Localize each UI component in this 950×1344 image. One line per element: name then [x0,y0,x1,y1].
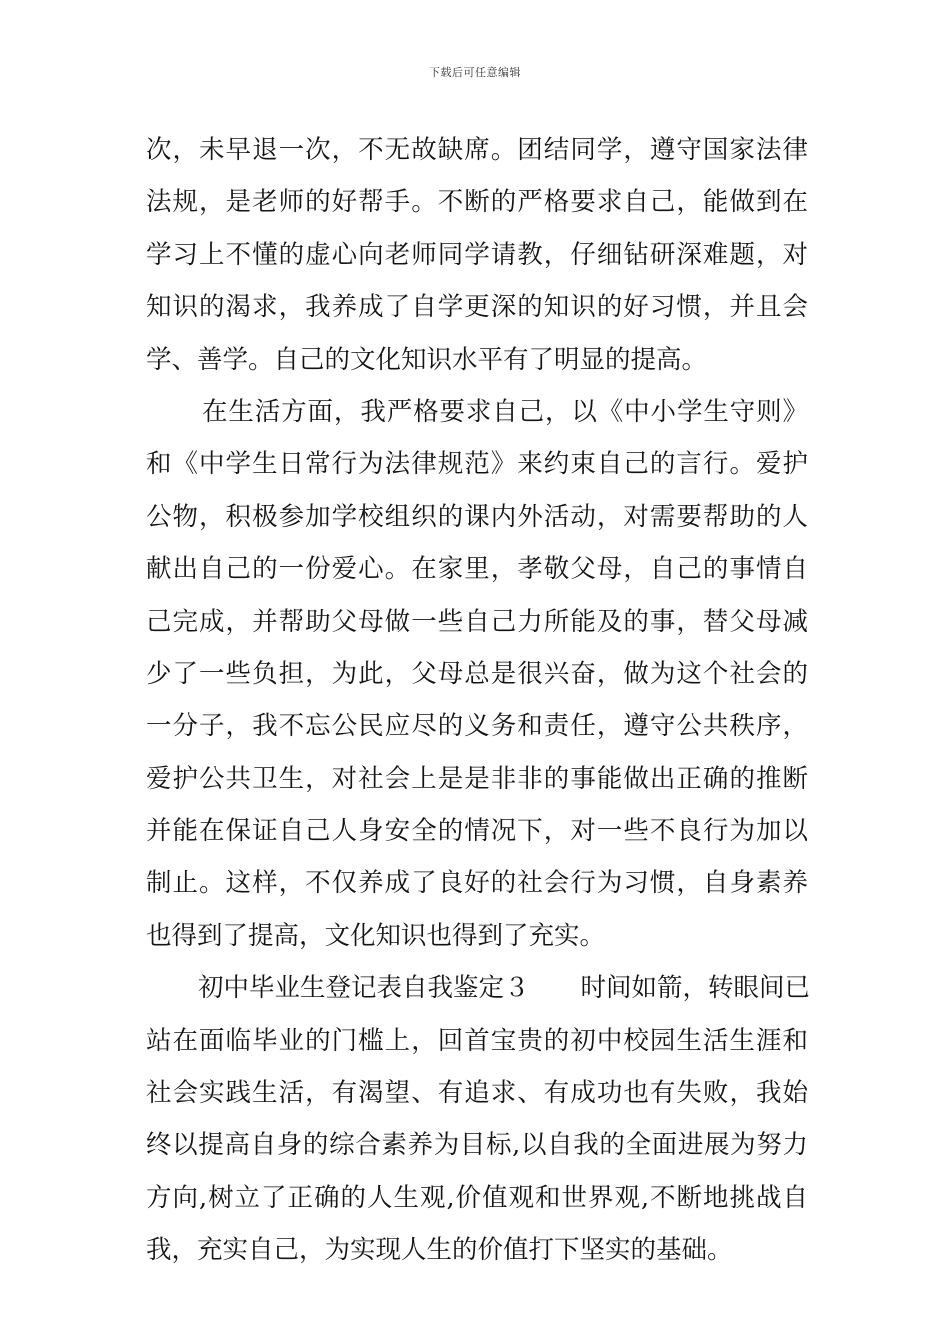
document-body [146,124,811,1277]
text-line: 献出自己的一份爱心。在家里，孝敬父母，自己的事情自 [146,554,808,585]
text-line: 学习上不懂的虚心向老师同学请教，仔细钻研深难题，对 [146,239,808,270]
text-line: 爱护公共卫生，对社会上是是非非的事能做出正确的推断 [146,763,808,794]
text-line: 学、善学。自己的文化知识水平有了明显的提高。 [146,344,708,375]
text-line: 方向,树立了正确的人生观,价值观和世界观,不断地挑战自 [146,1182,808,1213]
text-line: 站在面临毕业的门槛上，回首宝贵的初中校园生活生涯和 [146,1025,808,1056]
text-line: 终以提高自身的综合素养为目标,以自我的全面进展为努力 [146,1130,808,1161]
text-line: 一分子，我不忘公民应尽的义务和责任，遵守公共秩序， [146,711,808,742]
text-line: 法规，是老师的好帮手。不断的严格要求自己，能做到在 [146,187,808,218]
text-line: 我，充实自己，为实现人生的价值打下坚实的基础。 [146,1235,733,1266]
text-line: 己完成，并帮助父母做一些自己力所能及的事，替父母减 [146,606,808,637]
text-line: 在生活方面，我严格要求自己，以《中小学生守则》 [202,396,808,427]
paragraph-3 [146,962,811,1276]
text-line: 制止。这样，不仅养成了良好的社会行为习惯，自身素养 [146,868,808,899]
text-line: 社会实践生活，有渴望、有追求、有成功也有失败，我始 [146,1078,808,1109]
text-line: 并能在保证自己人身安全的情况下，对一些不良行为加以 [146,816,808,847]
text-line: 次，未早退一次，不无故缺席。团结同学，遵守国家法律 [146,135,808,165]
paragraph-2 [146,386,808,962]
text-line: 公物，积极参加学校组织的课内外活动，对需要帮助的人 [146,501,808,532]
text-line: 也得到了提高，文化知识也得到了充实。 [146,920,606,951]
text-line: 初中毕业生登记表自我鉴定３ 时间如箭，转眼间已 [198,973,811,1004]
text-line: 少了一些负担，为此，父母总是很兴奋，做为这个社会的 [146,658,808,689]
page-header-note: 下载后可任意编辑 [429,66,521,79]
text-line: 知识的渴求，我养成了自学更深的知识的好习惯，并且会 [146,292,808,323]
text-line: 和《中学生日常行为法律规范》来约束自己的言行。爱护 [146,449,808,480]
paragraph-1 [146,124,808,386]
